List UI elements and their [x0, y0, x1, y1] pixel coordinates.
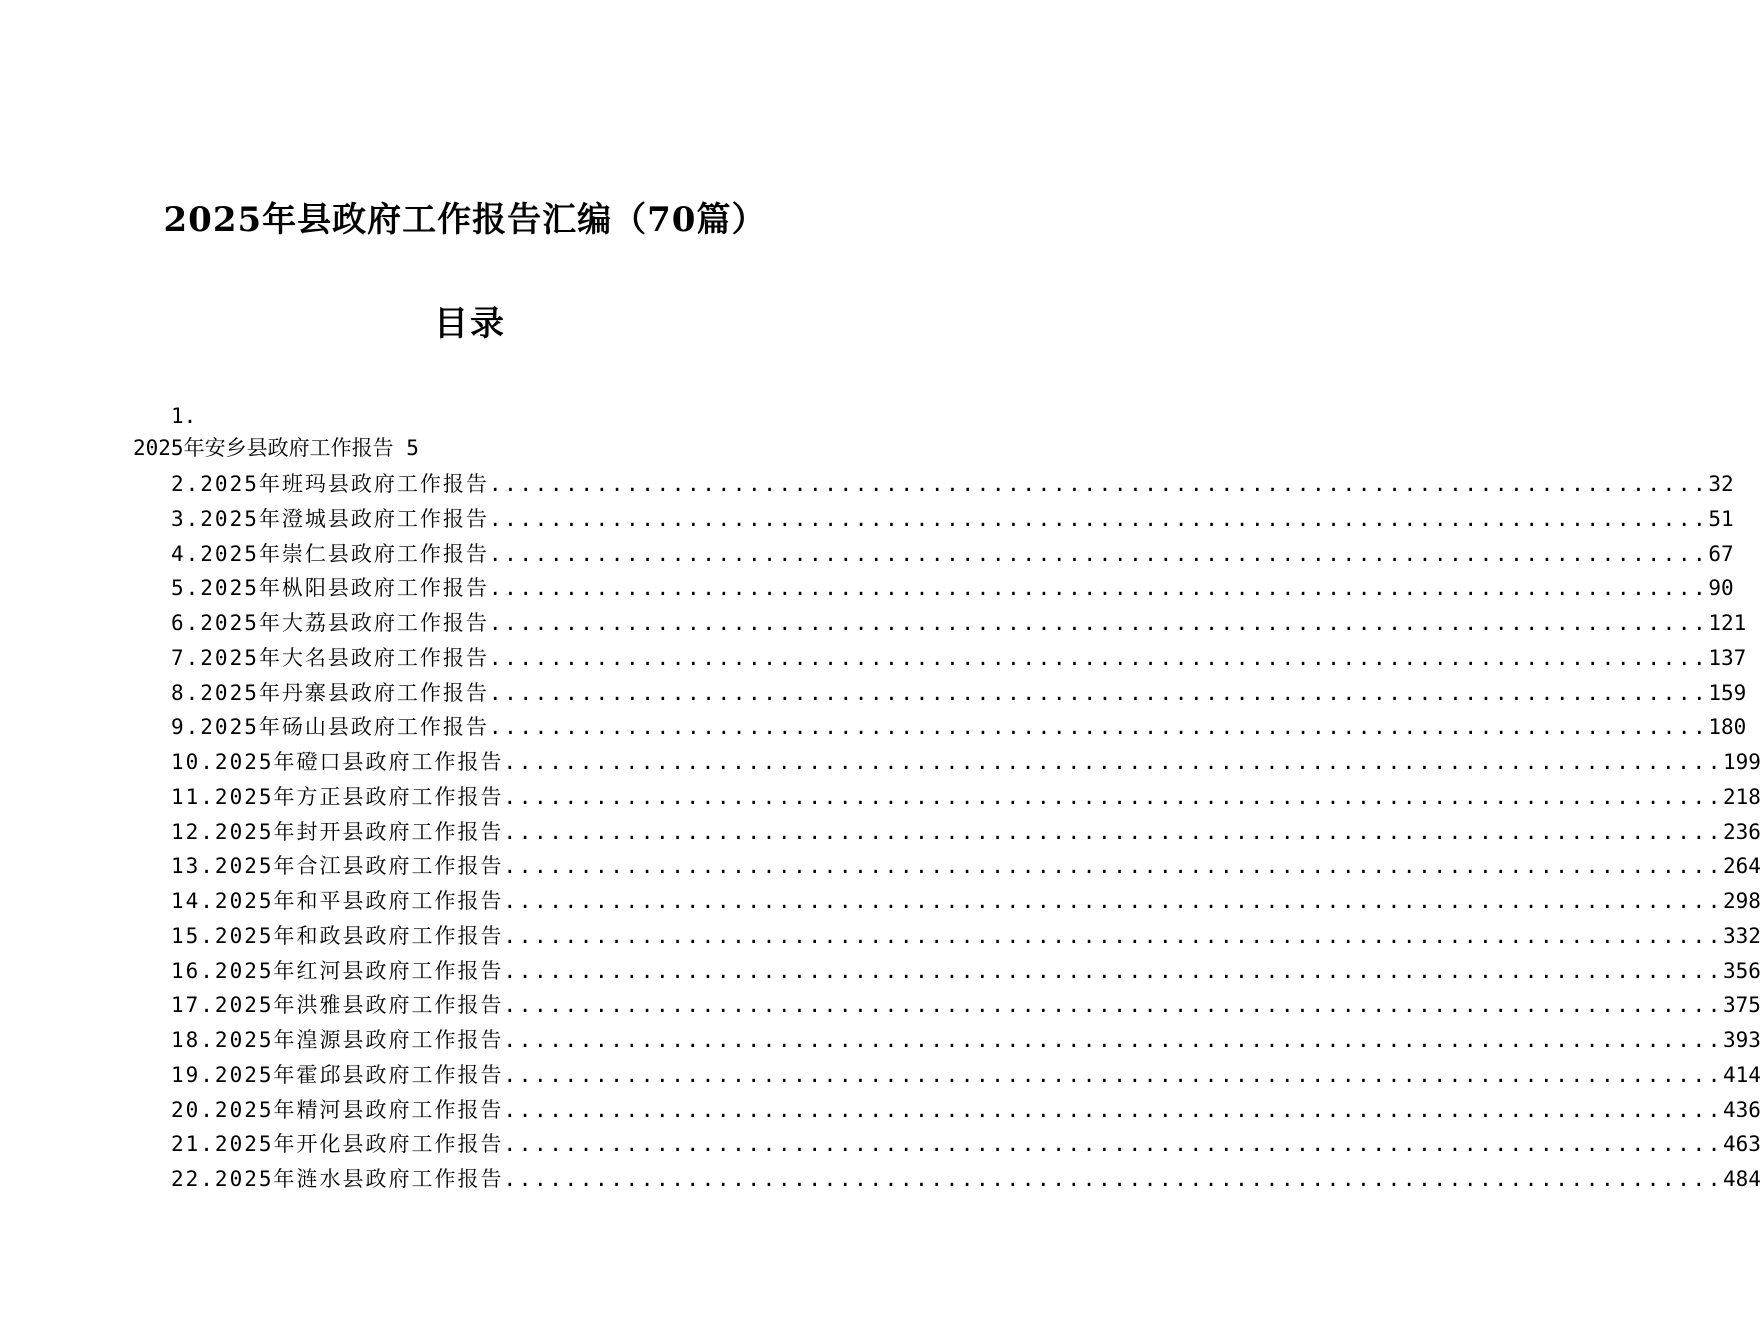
toc-entry-label: 2.2025年班玛县政府工作报告	[171, 472, 489, 496]
toc-dot-leader: ................................................................................	[503, 819, 1723, 844]
toc-entry-page-number: 67	[1708, 541, 1734, 566]
toc-entry-label: 14.2025年和平县政府工作报告	[171, 889, 504, 913]
toc-entry-label: 11.2025年方正县政府工作报告	[171, 784, 504, 809]
toc-entry-page-number: 393	[1722, 1028, 1761, 1052]
toc-entry-page-number: 218	[1722, 784, 1761, 809]
toc-entry-label: 22.2025年涟水县政府工作报告	[171, 1167, 504, 1191]
toc-entry-page-number: 463	[1722, 1132, 1761, 1157]
toc-dot-leader: ................................................................................	[488, 541, 1709, 566]
toc-entry-page-number: 414	[1722, 1062, 1761, 1087]
toc-entry[interactable]	[171, 815, 1761, 850]
toc-entry[interactable]	[171, 571, 1734, 606]
toc-entry[interactable]	[171, 467, 1734, 502]
toc-entry-page-number: 484	[1722, 1167, 1761, 1191]
toc-dot-leader: ................................................................................	[503, 889, 1723, 913]
toc-entry-page-number: 332	[1722, 923, 1761, 948]
toc-entry[interactable]	[171, 1058, 1761, 1093]
toc-entry[interactable]	[171, 537, 1734, 572]
toc-entry[interactable]	[171, 849, 1761, 884]
toc-entry-label: 20.2025年精河县政府工作报告	[171, 1097, 504, 1122]
toc-dot-leader: ................................................................................	[503, 1062, 1723, 1087]
toc-dot-leader: ................................................................................	[503, 854, 1723, 879]
toc-entry-number[interactable]: 1.	[171, 404, 197, 428]
toc-entry-page-number: 32	[1708, 472, 1734, 496]
toc-entry-label: 12.2025年封开县政府工作报告	[171, 819, 504, 844]
toc-entry-label: 13.2025年合江县政府工作报告	[171, 854, 504, 879]
document-title: 2025年县政府工作报告汇编（70篇）	[163, 200, 767, 240]
toc-entry-page-number: 436	[1722, 1097, 1761, 1122]
toc-dot-leader: ................................................................................	[503, 923, 1723, 948]
toc-entry-label: 19.2025年霍邱县政府工作报告	[171, 1062, 504, 1087]
toc-dot-leader: ................................................................................	[503, 993, 1723, 1018]
toc-entry-page-number: 298	[1722, 889, 1761, 913]
toc-entry-page-number: 159	[1708, 680, 1747, 705]
toc-dot-leader: ................................................................................	[503, 750, 1723, 774]
toc-entry[interactable]	[171, 919, 1761, 954]
toc-dot-leader: ................................................................................	[503, 1028, 1723, 1052]
toc-entry-page-number: 236	[1722, 819, 1761, 844]
toc-entry-page-number: 121	[1708, 611, 1747, 635]
toc-dot-leader: ................................................................................	[488, 680, 1709, 705]
toc-dot-leader: ................................................................................	[488, 715, 1709, 740]
toc-dot-leader: ................................................................................	[488, 576, 1709, 601]
toc-entry-text[interactable]: 2025年安乡县政府工作报告 5	[133, 436, 419, 460]
toc-entry[interactable]	[171, 1093, 1761, 1128]
toc-entry-page-number: 180	[1708, 715, 1747, 740]
toc-entry-page-number: 356	[1722, 958, 1761, 983]
toc-entry-label: 8.2025年丹寨县政府工作报告	[171, 680, 489, 705]
toc-entry[interactable]	[171, 988, 1761, 1023]
toc-entry[interactable]	[171, 1023, 1761, 1058]
toc-entry[interactable]	[171, 676, 1747, 711]
toc-entry-label: 4.2025年崇仁县政府工作报告	[171, 541, 489, 566]
toc-entry[interactable]	[171, 780, 1761, 815]
toc-dot-leader: ................................................................................	[503, 1097, 1723, 1122]
toc-dot-leader: ................................................................................	[488, 611, 1709, 635]
toc-entry[interactable]	[171, 954, 1761, 989]
toc-heading: 目录	[434, 304, 506, 344]
toc-dot-leader: ................................................................................	[488, 472, 1709, 496]
toc-dot-leader: ................................................................................	[488, 506, 1709, 531]
toc-entry[interactable]	[171, 606, 1747, 641]
toc-entry[interactable]	[171, 884, 1761, 919]
toc-entry-label: 6.2025年大荔县政府工作报告	[171, 611, 489, 635]
toc-entry-page-number: 90	[1708, 576, 1734, 601]
toc-dot-leader: ................................................................................	[503, 958, 1723, 983]
toc-entry[interactable]	[171, 1162, 1761, 1197]
toc-entry[interactable]	[171, 710, 1747, 745]
toc-entry[interactable]	[171, 1127, 1761, 1162]
toc-entry-label: 15.2025年和政县政府工作报告	[171, 923, 504, 948]
toc-entry[interactable]	[171, 502, 1734, 537]
toc-entry-label: 16.2025年红河县政府工作报告	[171, 958, 504, 983]
toc-entry-label: 5.2025年枞阳县政府工作报告	[171, 576, 489, 601]
toc-entry-page-number: 51	[1708, 506, 1734, 531]
toc-entry-label: 10.2025年磴口县政府工作报告	[171, 750, 504, 774]
toc-list	[171, 467, 1761, 1197]
toc-entry-label: 17.2025年洪雅县政府工作报告	[171, 993, 504, 1018]
toc-entry-label: 9.2025年砀山县政府工作报告	[171, 715, 489, 740]
toc-dot-leader: ................................................................................	[503, 784, 1723, 809]
toc-entry-page-number: 199	[1722, 750, 1761, 774]
toc-dot-leader: ................................................................................	[503, 1167, 1723, 1191]
toc-entry-page-number: 137	[1708, 645, 1747, 670]
toc-dot-leader: ................................................................................	[503, 1132, 1723, 1157]
toc-entry-label: 3.2025年澄城县政府工作报告	[171, 506, 489, 531]
toc-entry-page-number: 375	[1722, 993, 1761, 1018]
toc-entry[interactable]	[171, 745, 1761, 780]
toc-entry-page-number: 264	[1722, 854, 1761, 879]
toc-entry-label: 18.2025年湟源县政府工作报告	[171, 1028, 504, 1052]
toc-entry-label: 21.2025年开化县政府工作报告	[171, 1132, 504, 1157]
toc-entry[interactable]	[171, 641, 1747, 676]
toc-dot-leader: ................................................................................	[488, 645, 1709, 670]
toc-entry-label: 7.2025年大名县政府工作报告	[171, 645, 489, 670]
